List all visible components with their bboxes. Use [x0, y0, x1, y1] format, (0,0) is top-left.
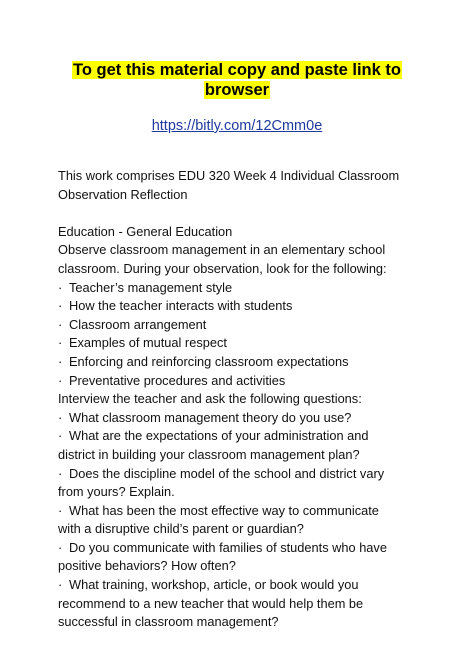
- question-item: · What are the expectations of your administration and: [58, 427, 458, 446]
- header-line-1: To get this material copy and paste link to: [73, 61, 401, 79]
- bullet-glyph: ·: [58, 279, 63, 295]
- question-item: · What training, workshop, article, or book would you: [58, 576, 458, 595]
- bullet-glyph: ·: [58, 409, 63, 425]
- list-item: · Preventative procedures and activities: [58, 372, 458, 391]
- list-item: · Enforcing and reinforcing classroom expectations: [58, 353, 458, 372]
- intro-line-2: Observation Reflection: [58, 186, 188, 202]
- observe-line-2: classroom. During your observation, look for the following:: [58, 260, 387, 276]
- question-item: · What has been the most effective way to communicate: [58, 502, 458, 521]
- bullet-glyph: ·: [58, 577, 63, 593]
- interview-intro: Interview the teacher and ask the following questions:: [58, 391, 362, 407]
- observe-line-1: Observe classroom management in an elementary school: [58, 242, 386, 258]
- bullet-glyph: ·: [58, 298, 63, 314]
- header-line-2: browser: [204, 81, 270, 99]
- list-item: · Classroom arrangement: [58, 316, 458, 335]
- question-continuation: recommend to a new teacher that would help them be: [58, 595, 364, 611]
- list-item: · How the teacher interacts with students: [58, 297, 458, 316]
- bullet-glyph: ·: [58, 502, 63, 518]
- document-body: [58, 167, 458, 632]
- bullet-glyph: ·: [58, 428, 63, 444]
- bullet-glyph: ·: [58, 335, 63, 351]
- material-link[interactable]: https://bitly.com/12Cmm0e: [151, 118, 323, 134]
- question-continuation: district in building your classroom management plan?: [58, 446, 360, 462]
- category-line: Education - General Education: [58, 223, 233, 239]
- question-item: · Does the discipline model of the school and district vary: [58, 465, 458, 484]
- bullet-glyph: ·: [58, 316, 63, 332]
- intro-line-1: This work comprises EDU 320 Week 4 Individual Classroom: [58, 168, 400, 183]
- bullet-glyph: ·: [58, 539, 63, 555]
- question-continuation: from yours? Explain.: [58, 484, 175, 500]
- list-item: · Teacher’s management style: [58, 279, 458, 298]
- bullet-glyph: ·: [58, 353, 63, 369]
- question-item: · What classroom management theory do you use?: [58, 409, 458, 428]
- question-continuation: successful in classroom management?: [58, 614, 279, 630]
- question-continuation: positive behaviors? How often?: [58, 558, 236, 574]
- header-banner: [0, 60, 474, 100]
- question-continuation: with a disruptive child’s parent or guardian?: [58, 521, 304, 537]
- question-item: · Do you communicate with families of students who have: [58, 539, 458, 558]
- bullet-glyph: ·: [58, 372, 63, 388]
- bullet-glyph: ·: [58, 465, 63, 481]
- list-item: · Examples of mutual respect: [58, 334, 458, 353]
